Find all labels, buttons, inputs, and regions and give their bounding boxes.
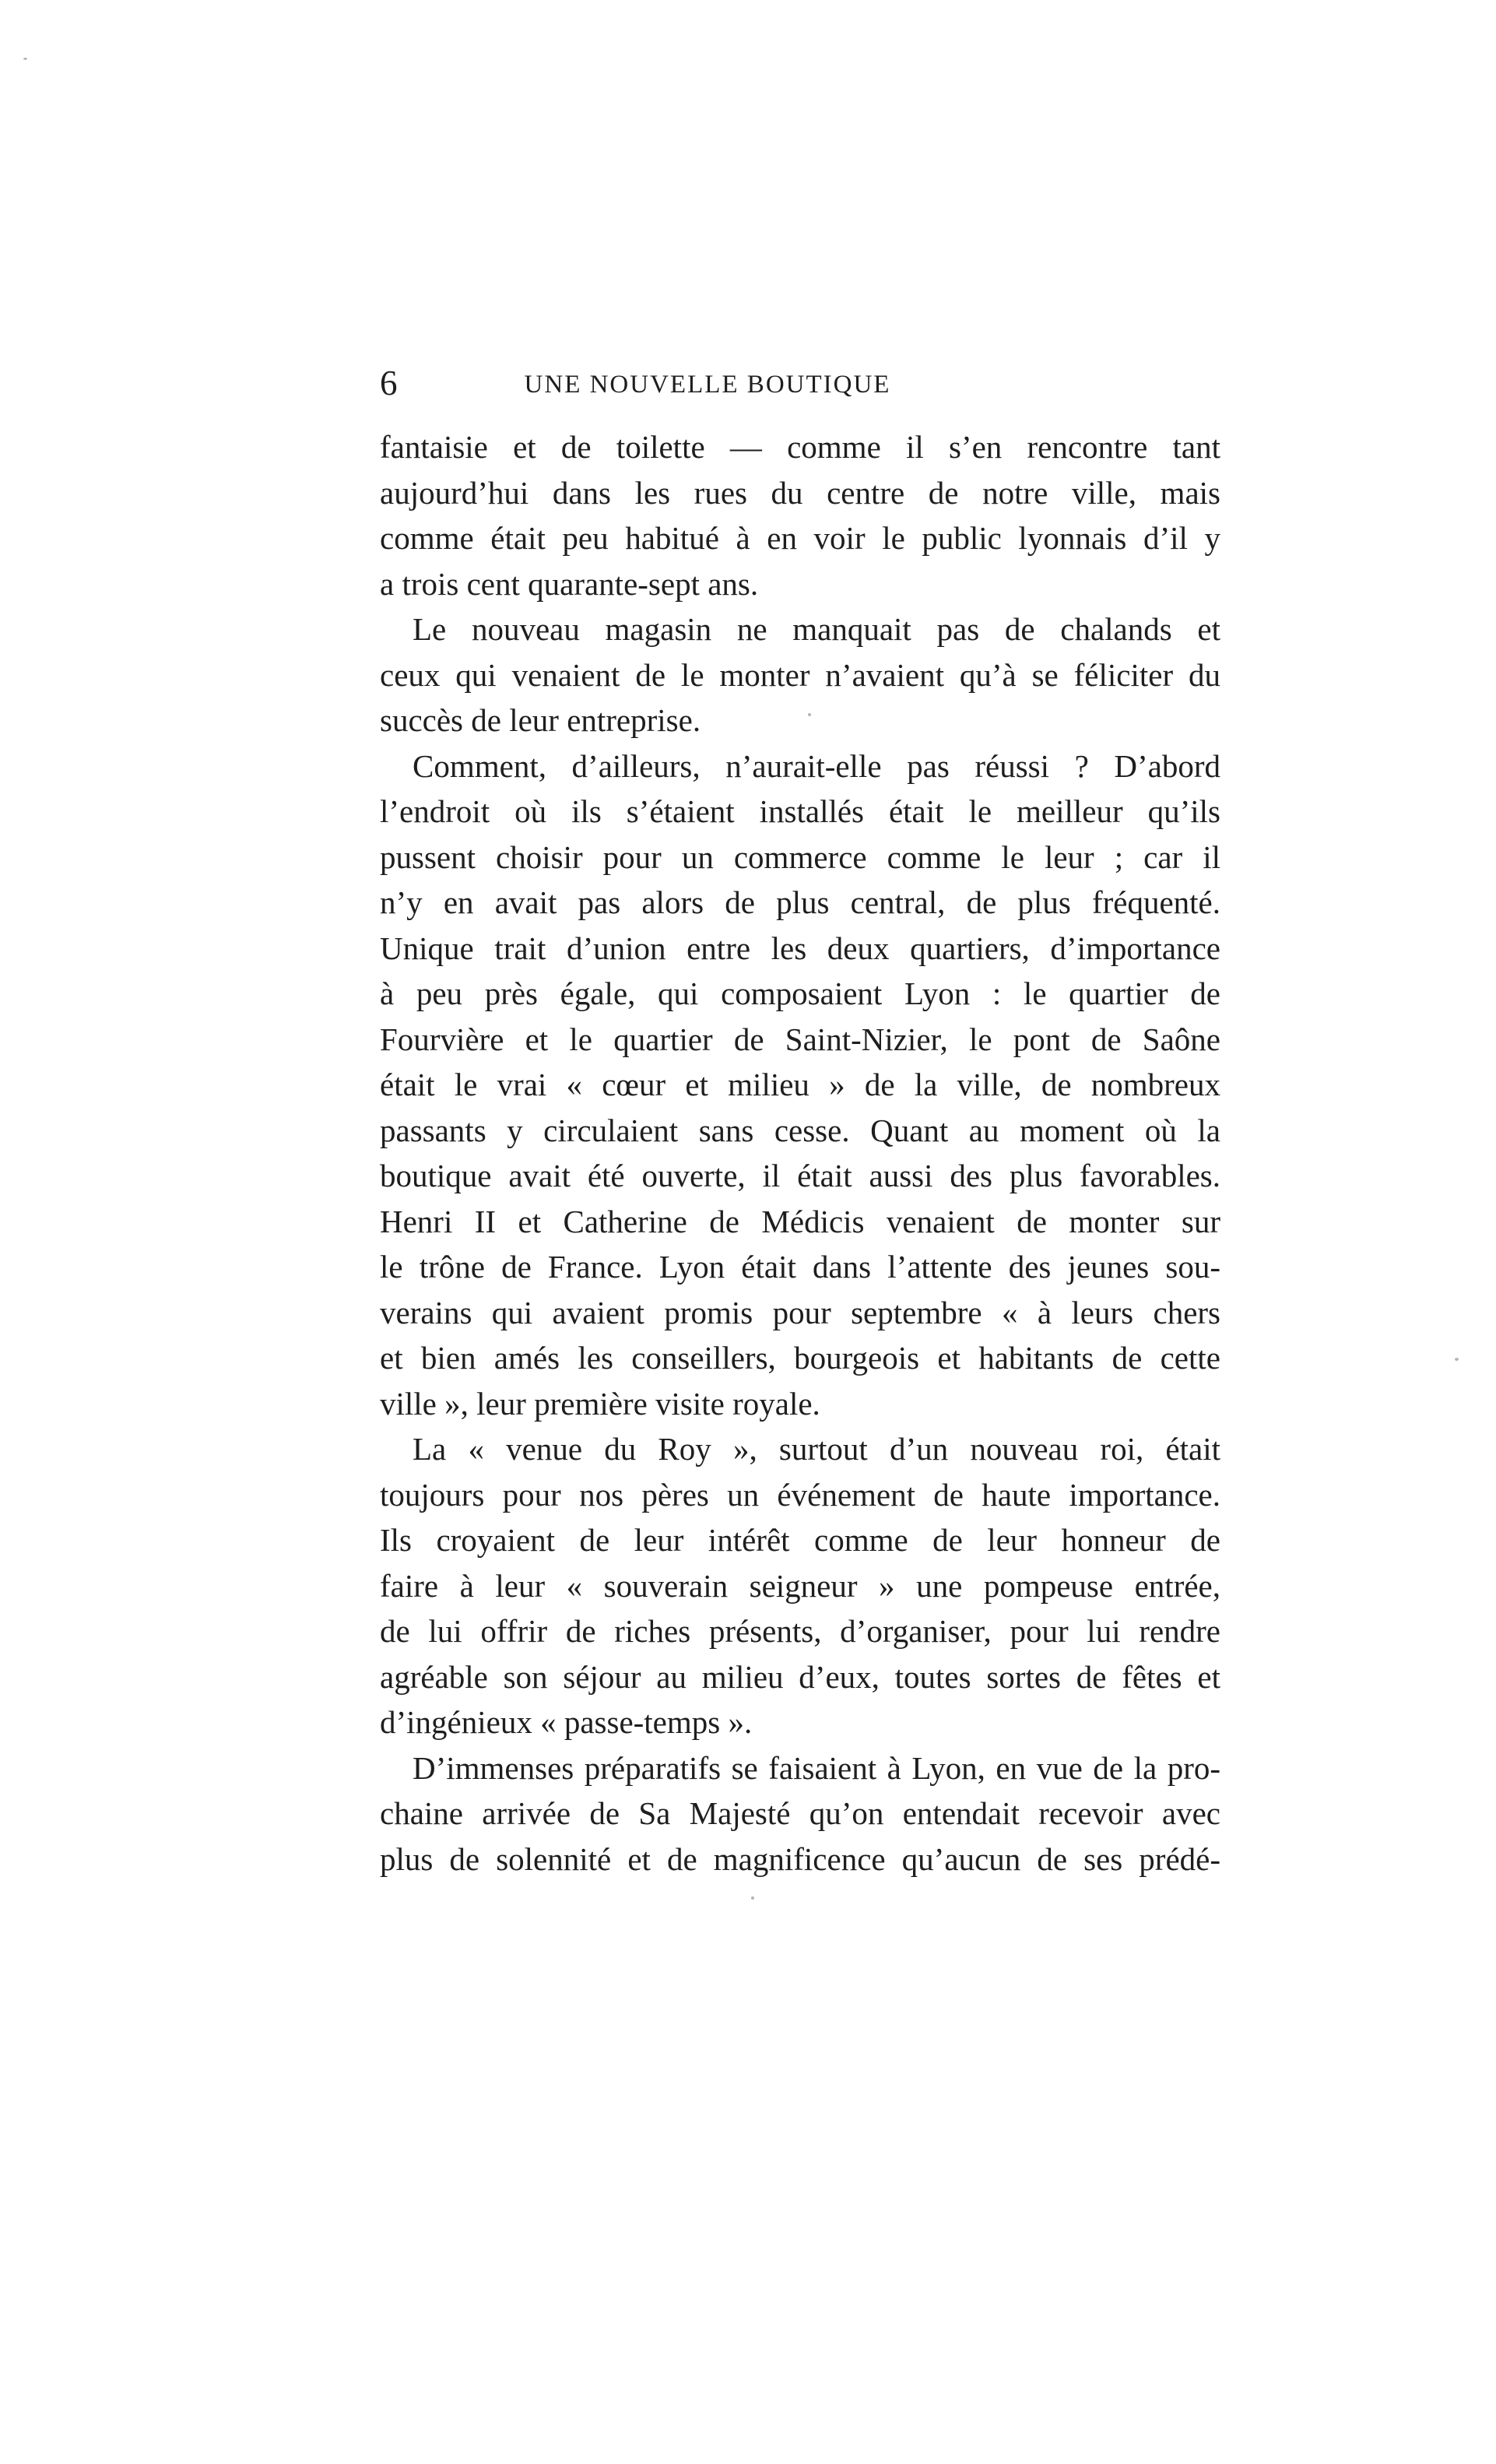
text-line: chaine arrivée de Sa Majesté qu’on entendait recevoir avec xyxy=(380,1795,1220,1831)
text-line: La « venue du Roy », surtout d’un nouveau roi, était xyxy=(413,1431,1220,1467)
text-line: le trône de France. Lyon était dans l’attente des jeunes sou- xyxy=(380,1249,1220,1285)
text-line: faire à leur « souverain seigneur » une pompeuse entrée, xyxy=(380,1567,1220,1604)
text-line: Fourvière et le quartier de Saint-Nizier, le pont de Saône xyxy=(380,1021,1220,1057)
text-line: de lui offrir de riches présents, d’organiser, pour lui rendre xyxy=(380,1613,1220,1649)
text-line: et bien amés les conseillers, bourgeois et habitants de cette xyxy=(380,1340,1220,1376)
text-line: Comment, d’ailleurs, n’aurait-elle pas réussi ? D’abord xyxy=(413,747,1220,784)
text-line: agréable son séjour au milieu d’eux, toutes sortes de fêtes et xyxy=(380,1658,1220,1695)
paper-speck xyxy=(751,1896,754,1900)
text-line: verains qui avaient promis pour septembre « à leurs chers xyxy=(380,1294,1220,1330)
text-line: D’immenses préparatifs se faisaient à Lyon, en vue de la pro- xyxy=(413,1749,1220,1786)
text-line: était le vrai « cœur et milieu » de la ville, de nombreux xyxy=(380,1067,1220,1102)
text-line: pussent choisir pour un commerce comme le leur ; car il xyxy=(380,838,1220,875)
page-header xyxy=(380,360,1035,414)
body-text xyxy=(380,424,1220,1882)
text-line: a trois cent quarante-sept ans. xyxy=(380,565,759,602)
text-line: Unique trait d’union entre les deux quartiers, d’importance xyxy=(380,930,1220,966)
text-line: à peu près égale, qui composaient Lyon : le quartier de xyxy=(380,975,1220,1011)
text-line: plus de solennité et de magnificence qu’aucun de ses prédé- xyxy=(380,1840,1220,1877)
page-number: 6 xyxy=(380,364,398,402)
text-line: d’ingénieux « passe-temps ». xyxy=(380,1704,753,1740)
text-line: n’y en avait pas alors de plus central, de plus fréquenté. xyxy=(380,884,1220,920)
text-line: passants y circulaient sans cesse. Quant au moment où la xyxy=(380,1112,1220,1148)
text-line: boutique avait été ouverte, il était aussi des plus favorables. xyxy=(380,1158,1220,1193)
text-line: Henri II et Catherine de Médicis venaient de monter sur xyxy=(380,1203,1220,1239)
text-line: succès de leur entreprise. xyxy=(380,702,701,738)
text-line: l’endroit où ils s’étaient installés était le meilleur qu’ils xyxy=(380,793,1220,829)
paper-speck xyxy=(1455,1358,1459,1361)
paper-speck xyxy=(23,58,27,60)
text-line: ville », leur première visite royale. xyxy=(380,1385,820,1422)
text-line: Le nouveau magasin ne manquait pas de chalands et xyxy=(413,611,1220,647)
text-line: comme était peu habitué à en voir le public lyonnais d’il y xyxy=(380,520,1220,556)
text-line: ceux qui venaient de le monter n’avaient qu’à se féliciter du xyxy=(380,656,1220,693)
text-line: toujours pour nos pères un événement de haute importance. xyxy=(380,1476,1220,1513)
text-line: aujourd’hui dans les rues du centre de notre ville, mais xyxy=(380,474,1220,511)
text-line: Ils croyaient de leur intérêt comme de leur honneur de xyxy=(380,1522,1220,1558)
text-line: fantaisie et de toilette — comme il s’en rencontre tant xyxy=(380,429,1220,465)
running-title: UNE NOUVELLE BOUTIQUE xyxy=(524,371,891,399)
